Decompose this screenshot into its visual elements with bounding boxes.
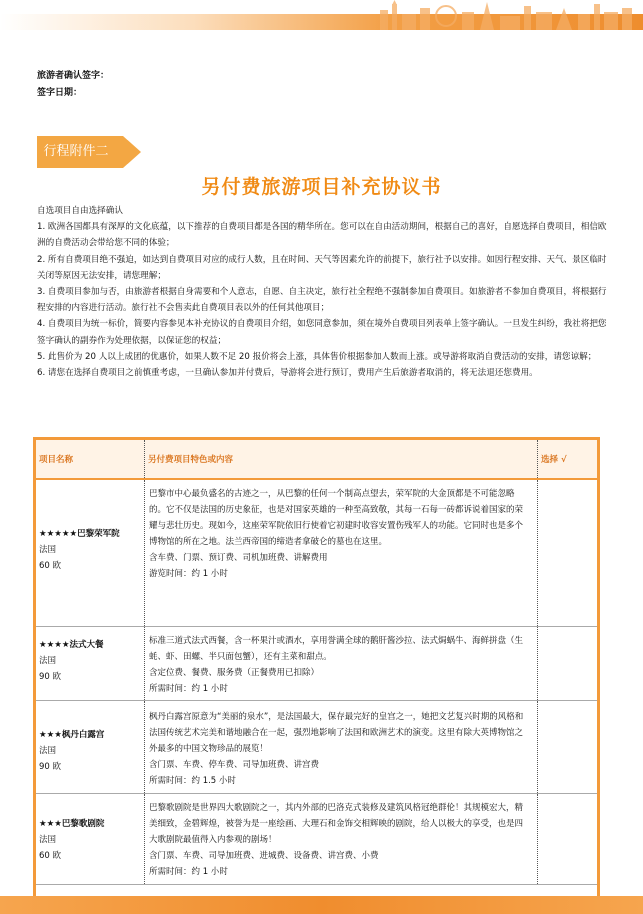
- item-content-cell: [145, 479, 538, 627]
- table-row: [36, 479, 597, 627]
- intro-clause-6: 6. 请您在选择自费项目之前慎重考虑，一旦确认参加并付费后，导游将会进行预订，费用产生后旅游者取消的，将无法退还您费用。: [37, 368, 538, 379]
- item-name: ★★★★★巴黎荣军院: [39, 529, 120, 539]
- intro-heading: 自选项目自由选择确认: [37, 206, 123, 216]
- item-country: 法国: [39, 545, 57, 555]
- item-content-cell: [145, 701, 538, 794]
- item-name: ★★★枫丹白露宫: [39, 730, 105, 740]
- item-duration: 游览时间：约 1 小时: [149, 569, 228, 579]
- item-includes: 含车费、门票、预订费、司机加班费、讲解费用: [149, 553, 328, 563]
- header-select: 选择 √: [538, 440, 598, 479]
- item-country: 法国: [39, 656, 57, 666]
- item-content-cell: [145, 627, 538, 701]
- optional-items-table: [33, 437, 600, 907]
- signature-block: [37, 68, 109, 102]
- item-name-cell: [36, 479, 145, 627]
- item-name-cell: [36, 701, 145, 794]
- document-title: 另付费旅游项目补充协议书: [201, 176, 442, 198]
- table-row: [36, 794, 597, 885]
- select-checkbox-cell[interactable]: [538, 479, 598, 627]
- intro-clause-5: 5. 此售价为 20 人以上成团的优惠价，如果人数不足 20 报价将会上涨，具体售价根据参加人数而上涨。或导游将取消自费活动的安排，请您谅解；: [37, 351, 597, 362]
- item-content-cell: [145, 794, 538, 885]
- item-description: 巴黎市中心最负盛名的古迹之一，从巴黎的任何一个制高点望去，荣军院的大金顶都是不可能忽略的。它不仅是法国的历史象征，也是对国家英雄的一种至高致敬，其每一石每一砖都诉说着国家的荣耀与悲壮历史。现如今，这座荣军院依旧行使着它初建时收容安置伤残军人的功能。它同时也是多个博物馆的所在之地。法兰西帝国的缔造者拿破仑的墓也在这里。: [149, 489, 524, 547]
- header-item-content: 另付费项目特色或内容: [145, 440, 538, 479]
- intro-text: [37, 203, 607, 381]
- city-skyline-illustration: [0, 0, 643, 30]
- item-duration: 所需时间：约 1 小时: [149, 684, 228, 694]
- bottom-decorative-banner: [0, 896, 643, 914]
- table-header-row: [36, 440, 597, 479]
- item-price: 60 欧: [39, 851, 62, 861]
- intro-clause-4: 4. 自费项目为统一标价，简要内容参见本补充协议的自费项目介绍，如您同意参加，须在境外自费项目列表单上签字确认。一旦发生纠纷，我社将把您签字确认的副券作为处理依据，以保证您的权益；: [37, 319, 607, 346]
- item-price: 90 欧: [39, 762, 62, 772]
- item-includes: 含门票、车费、停车费、司导加班费、讲宫费: [149, 760, 320, 770]
- select-checkbox-cell[interactable]: [538, 627, 598, 701]
- header-item-name: 项目名称: [36, 440, 145, 479]
- item-includes: 含门票、车费、司导加班费、进城费、设备费、讲宫费、小费: [149, 851, 379, 861]
- tourist-signature-label: 旅游者确认签字：: [37, 71, 110, 81]
- item-name-cell: [36, 794, 145, 885]
- intro-clause-1: 1. 欧洲各国都具有深厚的文化底蕴，以下推荐的自费项目都是各国的精华所在。您可以在自由活动期间，根据自己的喜好，自愿选择自费项目，相信欧洲的自费活动会带给您不同的体验；: [37, 222, 607, 249]
- item-country: 法国: [39, 835, 57, 845]
- item-price: 90 欧: [39, 672, 62, 682]
- item-duration: 所需时间：约 1 小时: [149, 867, 228, 877]
- top-decorative-banner: [0, 0, 643, 30]
- signature-date-label: 签字日期：: [37, 88, 83, 98]
- intro-clause-2: 2. 所有自费项目绝不强迫，如达到自费项目对应的成行人数，且在时间、天气等因素允许的前提下，旅行社予以安排。如因行程安排、天气、景区临时关闭等原因无法安排，请您理解；: [37, 254, 607, 281]
- section-tag-arrow: [123, 136, 141, 168]
- item-price: 60 欧: [39, 561, 62, 571]
- table-row: [36, 627, 597, 701]
- item-includes: 含定位费、餐费、服务费（正餐费用已扣除）: [149, 668, 320, 678]
- item-description: 标准三道式法式西餐，含一杯果汁或酒水，享用誉满全球的鹅肝酱沙拉、法式焗蜗牛、海鲜拼盘（生蚝、虾、田螺、半只面包蟹），还有主菜和甜点。: [149, 636, 524, 662]
- item-name-cell: [36, 627, 145, 701]
- item-duration: 所需时间：约 1.5 小时: [149, 776, 236, 786]
- section-tag: 行程附件二: [37, 136, 123, 168]
- item-description: 巴黎歌剧院是世界四大歌剧院之一，其内外部的巴洛克式装修及建筑风格冠绝群伦！其规模宏大，精美细致，金碧辉煌，被誉为是一座绘画、大理石和金饰交相辉映的剧院，给人以极大的享受，也是四大歌剧院最值得入内参观的剧场！: [149, 803, 524, 845]
- item-country: 法国: [39, 746, 57, 756]
- select-checkbox-cell[interactable]: [538, 794, 598, 885]
- item-name: ★★★巴黎歌剧院: [39, 819, 105, 829]
- table-row: [36, 701, 597, 794]
- select-checkbox-cell[interactable]: [538, 701, 598, 794]
- item-description: 枫丹白露宫原意为“美丽的泉水”，是法国最大，保存最完好的皇宫之一，她把文艺复兴时期的风格和法国传统艺术完美和谐地融合在一起，强烈地影响了法国和欧洲艺术的演变。这里有除大英博物馆之外最多的中国文物珍品的展览！: [149, 712, 524, 754]
- item-name: ★★★★法式大餐: [39, 640, 104, 650]
- intro-clause-3: 3. 自费项目参加与否，由旅游者根据自身需要和个人意志，自愿、自主决定，旅行社全程绝不强制参加自费项目。如旅游者不参加自费项目，将根据行程安排的内容进行活动。旅行社不会售卖此自费项目表以外的任何其他项目；: [37, 287, 607, 314]
